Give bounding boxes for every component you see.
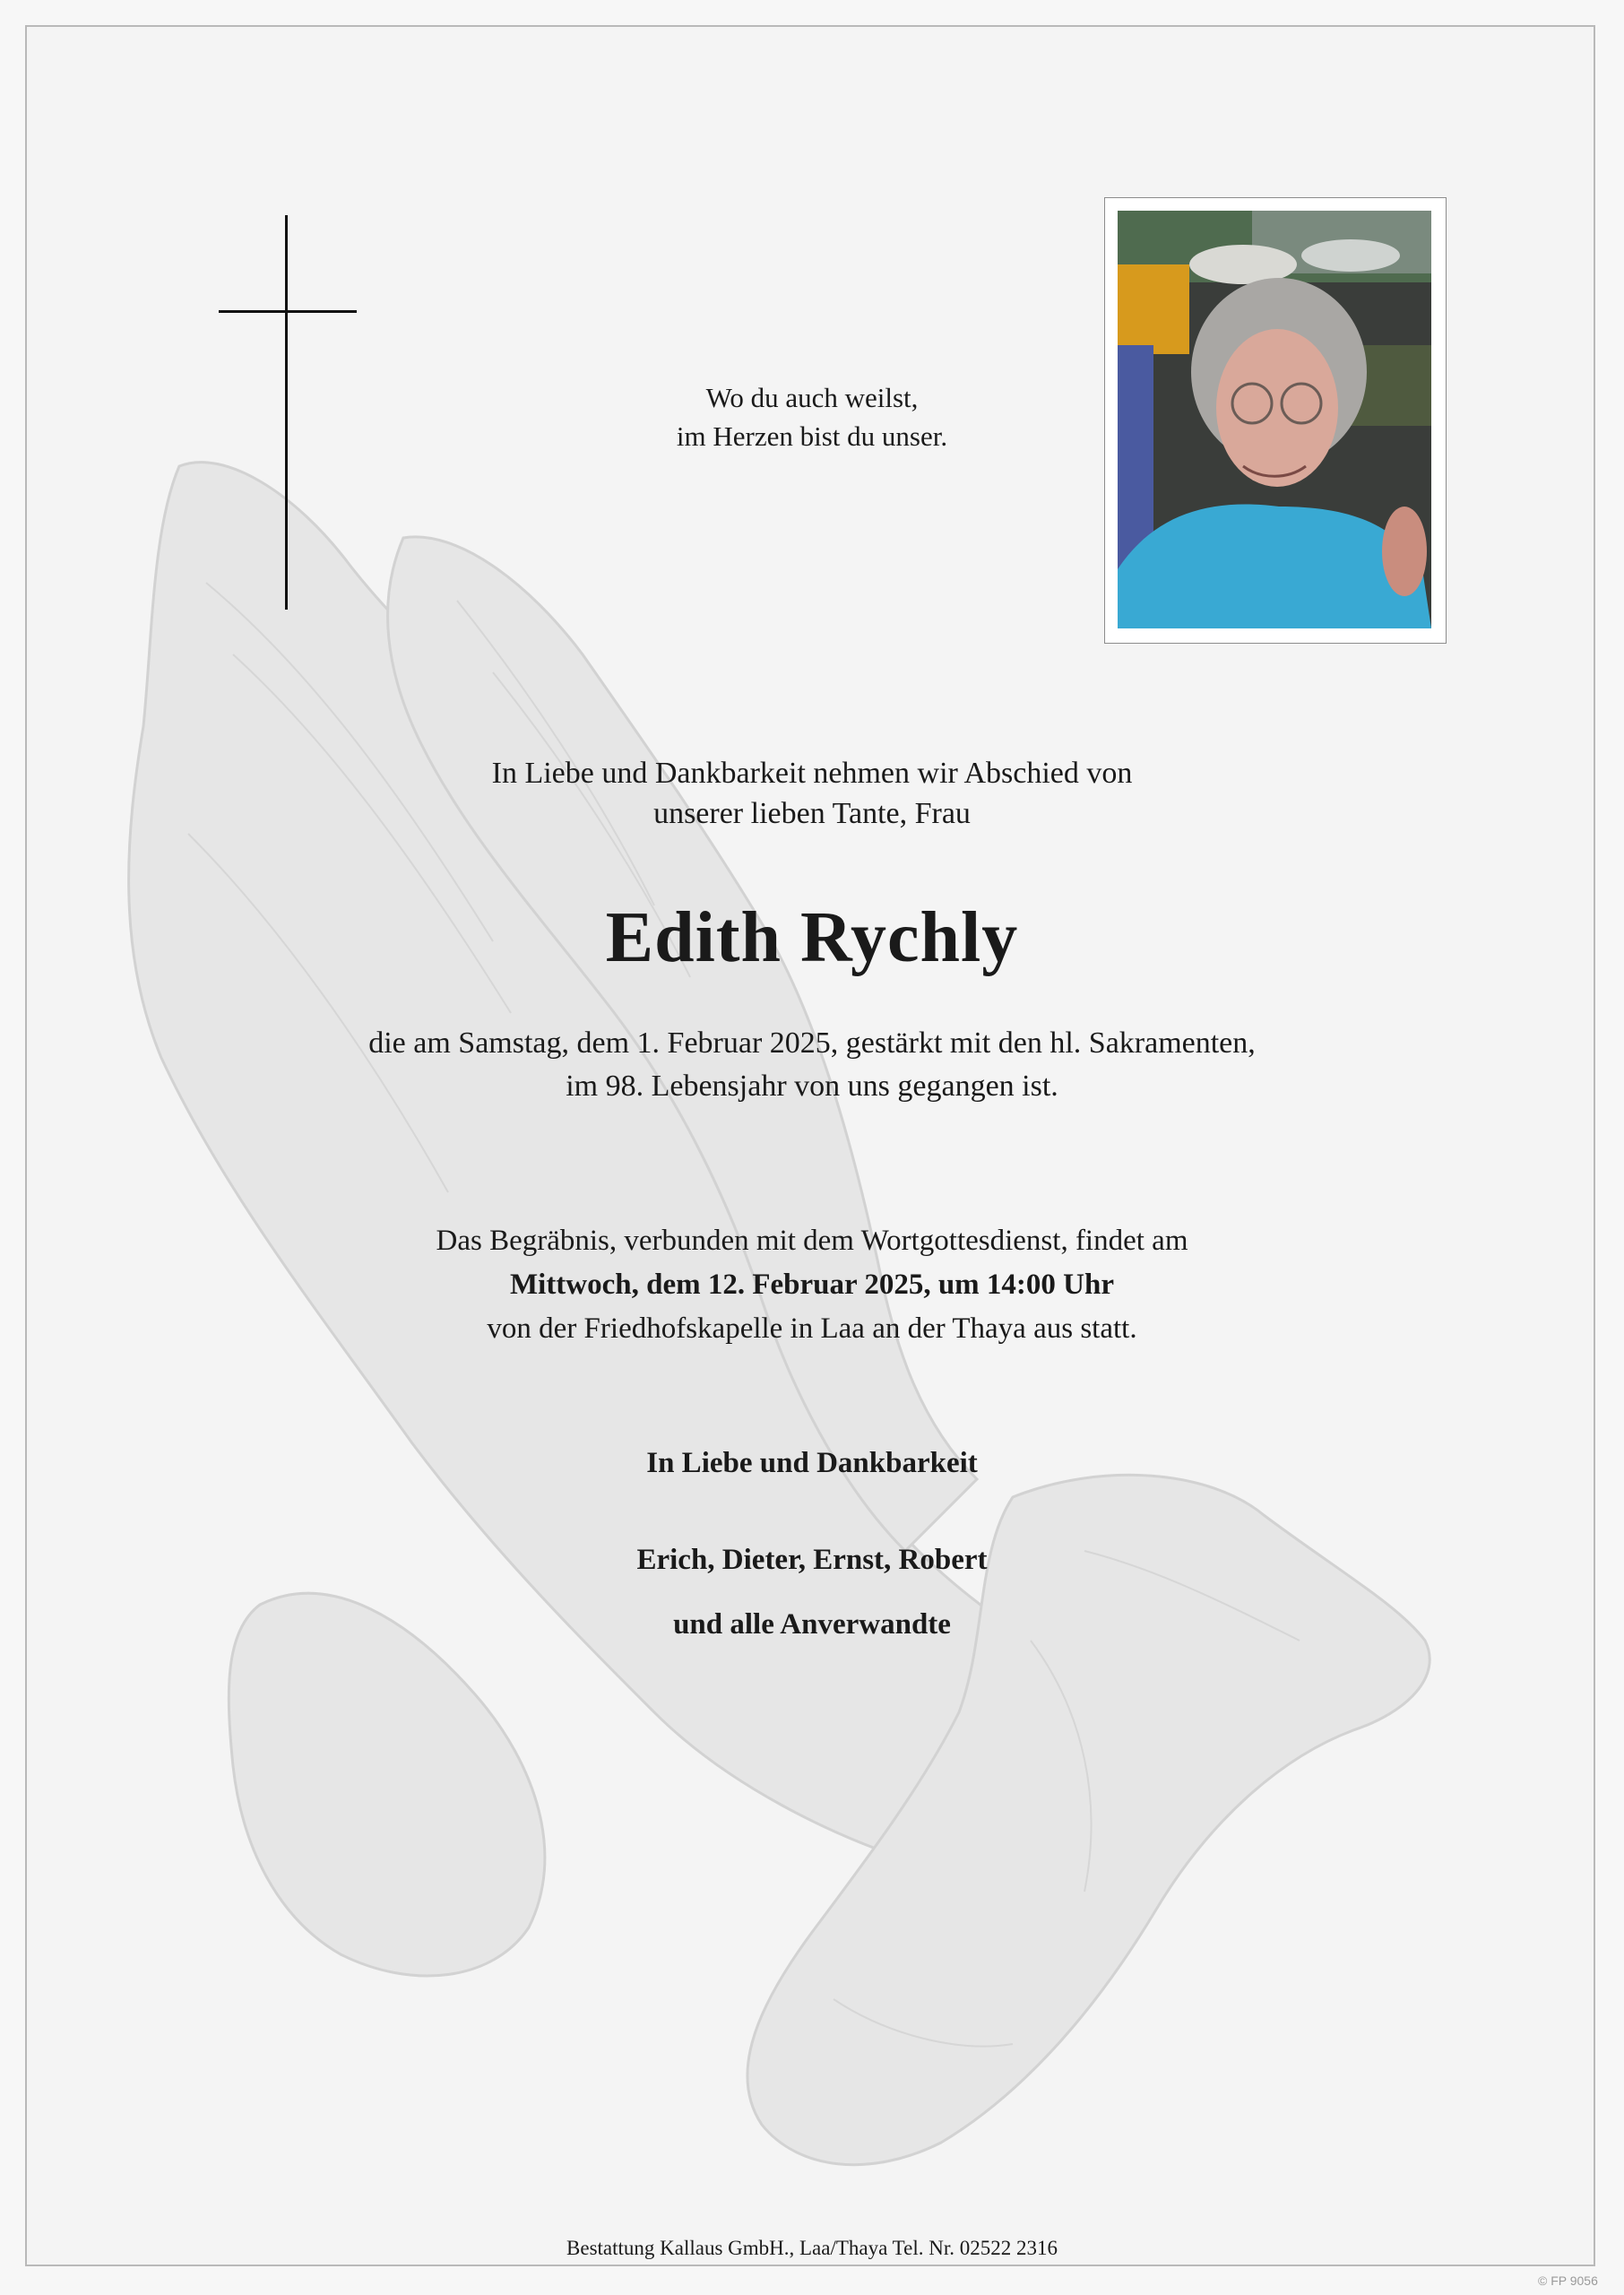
relatives-line: und alle Anverwandte bbox=[673, 1608, 951, 1641]
funeral-details bbox=[27, 1219, 1595, 1351]
death-notice-line-1: die am Samstag, dem 1. Februar 2025, gestärkt mit den hl. Sakramenten, bbox=[368, 1026, 1256, 1060]
closing-thanks: In Liebe und Dankbarkeit bbox=[646, 1447, 978, 1479]
funeral-home-footer: Bestattung Kallaus GmbH., Laa/Thaya Tel. Nr. 02522 2316 bbox=[566, 2237, 1058, 2259]
verse-line-2: im Herzen bist du unser. bbox=[676, 420, 948, 452]
death-notice-line-2: im 98. Lebensjahr von uns gegangen ist. bbox=[566, 1070, 1058, 1103]
print-code: © FP 9056 bbox=[1538, 2273, 1598, 2288]
intro bbox=[27, 753, 1595, 834]
deceased-name: Edith Rychly bbox=[605, 898, 1019, 977]
verse-line-1: Wo du auch weilst, bbox=[705, 382, 919, 413]
intro-line-2: unserer lieben Tante, Frau bbox=[653, 797, 971, 830]
death-notice bbox=[27, 1022, 1595, 1108]
funeral-line-3: von der Friedhofskapelle in Laa an der Thaya aus statt. bbox=[487, 1312, 1137, 1345]
intro-line-1: In Liebe und Dankbarkeit nehmen wir Abschied von bbox=[491, 757, 1133, 790]
funeral-date-time: Mittwoch, dem 12. Februar 2025, um 14:00 Uhr bbox=[510, 1269, 1114, 1301]
mourners-names: Erich, Dieter, Ernst, Robert bbox=[636, 1544, 988, 1576]
obituary-sheet bbox=[25, 25, 1595, 2266]
verse bbox=[27, 378, 1595, 455]
funeral-line-1: Das Begräbnis, verbunden mit dem Wortgottesdienst, findet am bbox=[436, 1225, 1188, 1257]
